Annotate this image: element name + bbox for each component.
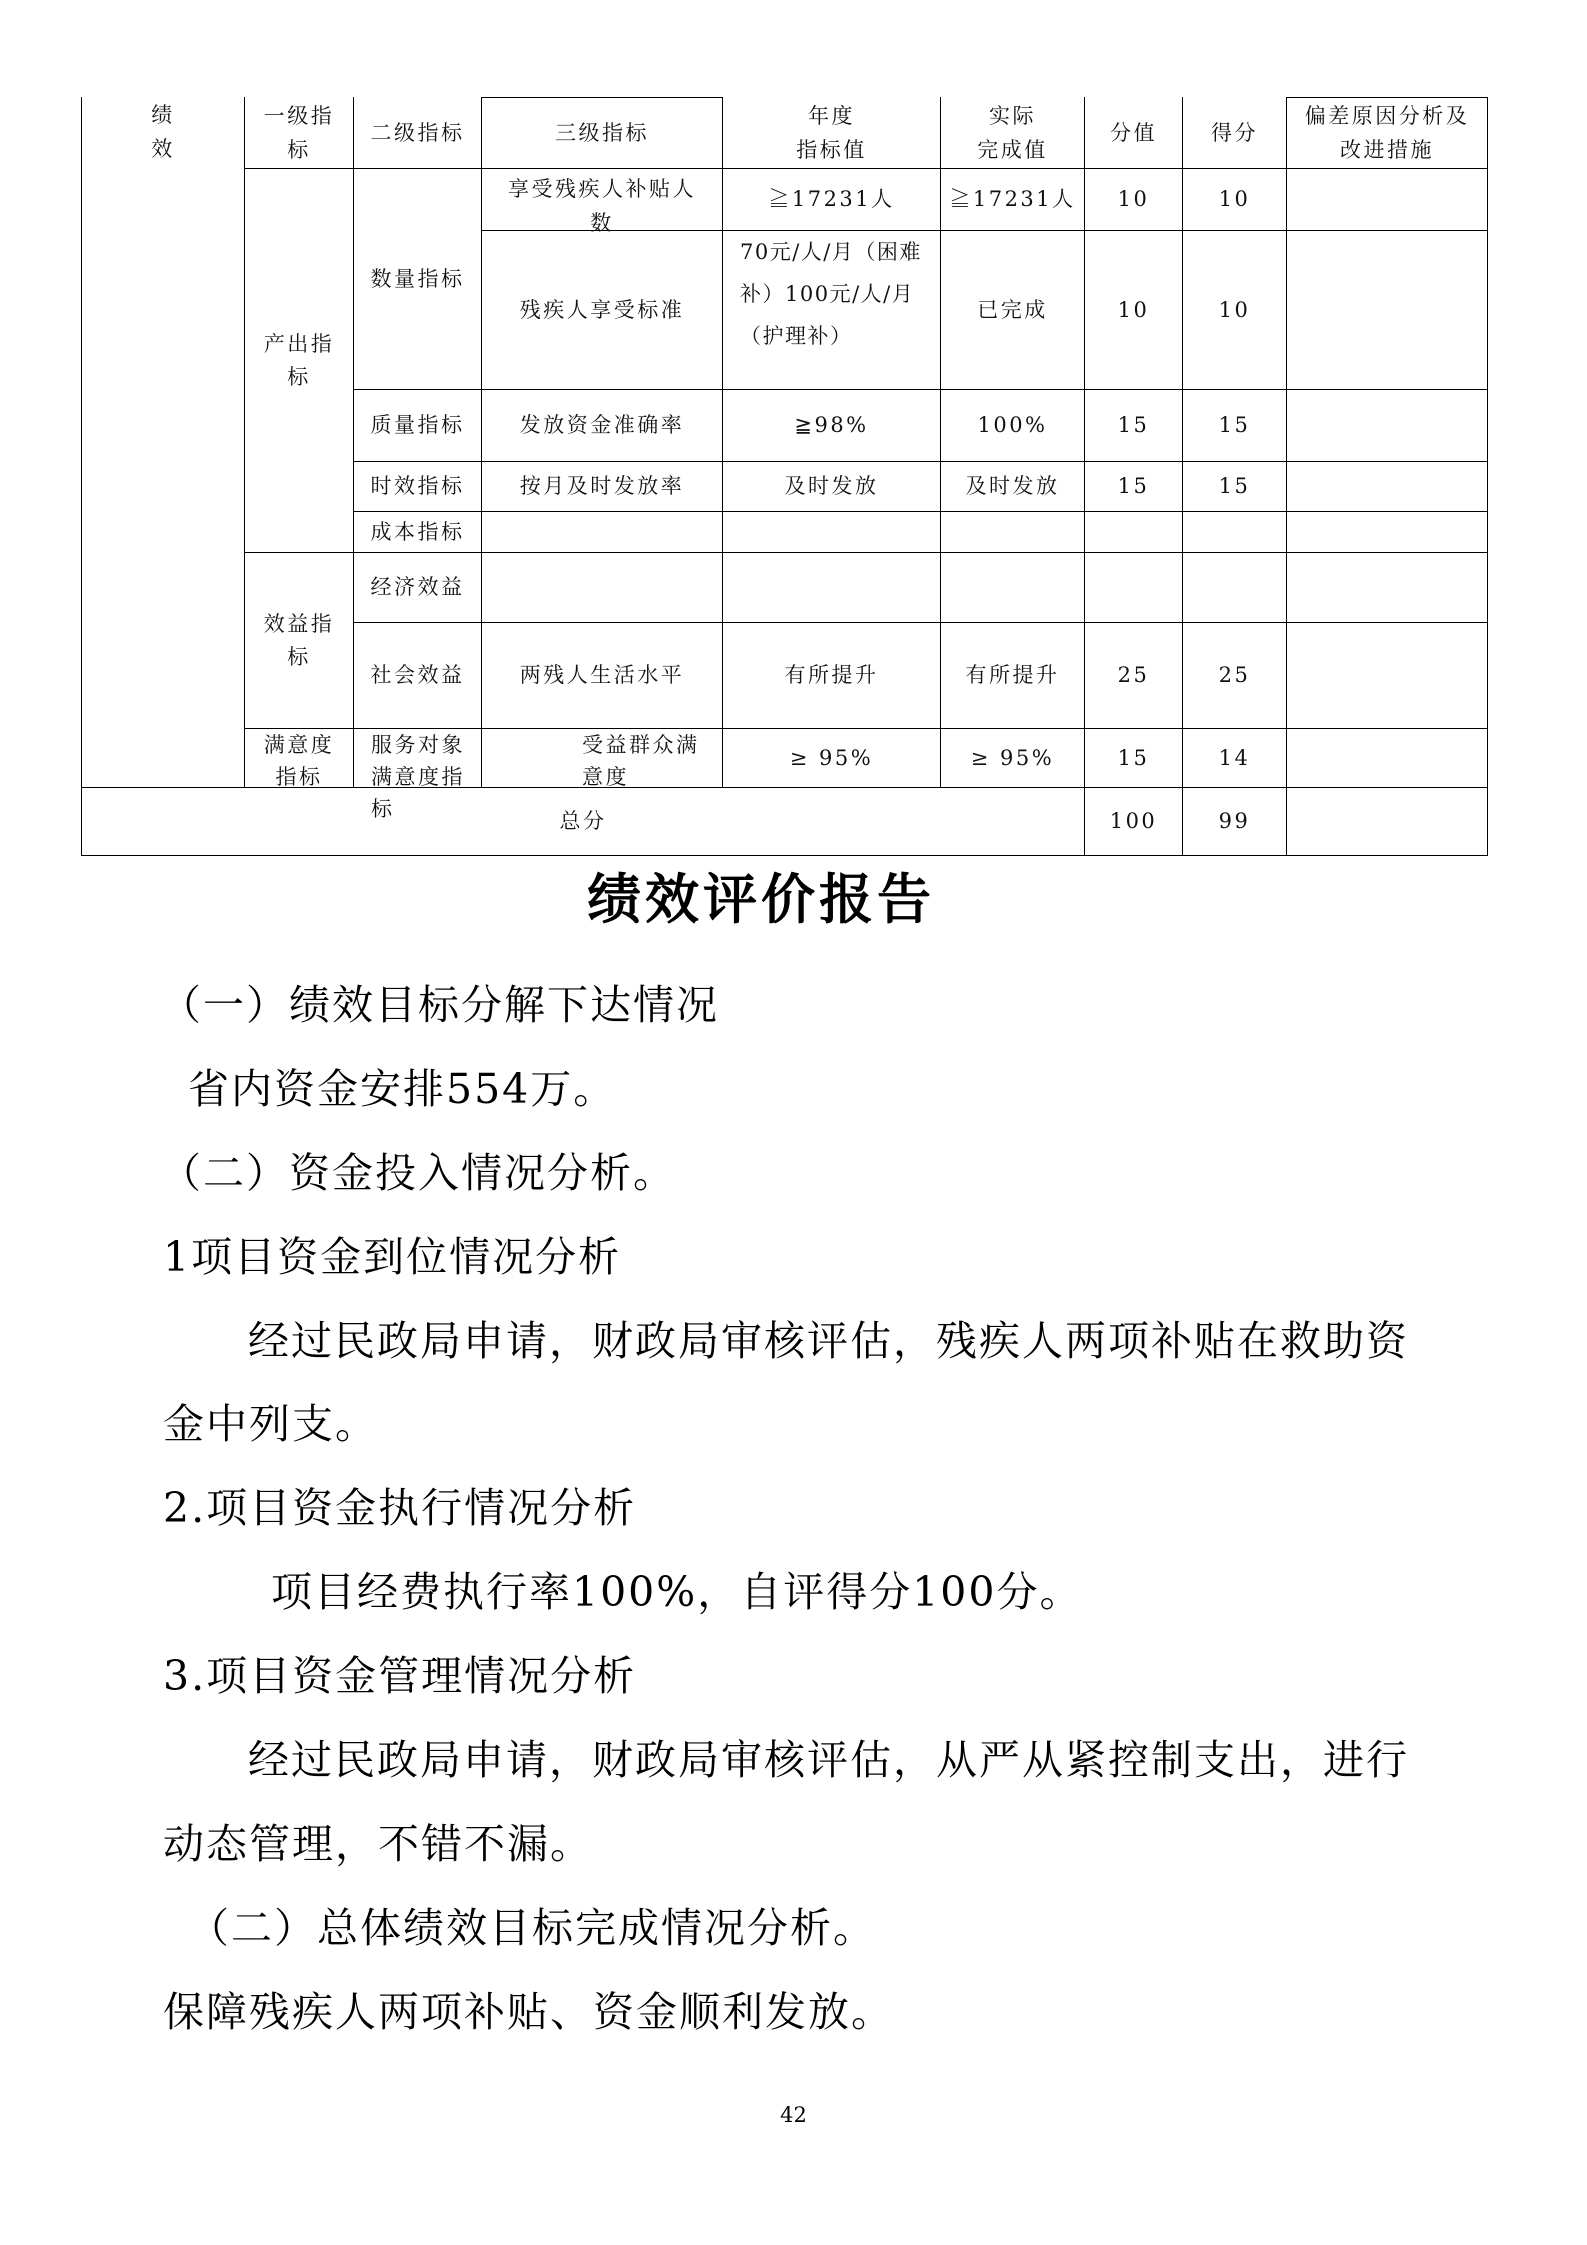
- row-score: 25: [1183, 623, 1287, 729]
- row-weight: 15: [1085, 729, 1183, 788]
- row-indicator: 两残人生活水平: [482, 623, 723, 729]
- header-score-cell: [1183, 97, 1287, 169]
- empty-cell: [1085, 512, 1183, 553]
- row-target: 70元/人/月（困难 补）100元/人/月 （护理补）: [723, 231, 941, 390]
- paragraph-line: 金中列支。: [163, 1400, 378, 1449]
- group-benefit-cell: [245, 553, 354, 729]
- empty-cell: [1183, 553, 1287, 623]
- row-indicator-cell: [482, 169, 723, 235]
- row-score: 10: [1183, 231, 1287, 390]
- header-actual-cell: [941, 97, 1085, 169]
- row-actual: 及时发放: [941, 462, 1085, 512]
- header-level1-cell: [245, 97, 354, 169]
- empty-cell: [482, 553, 723, 623]
- row-note: [1287, 729, 1488, 788]
- empty-cell: [1085, 553, 1183, 623]
- row-indicator-cell: [482, 729, 723, 788]
- empty-cell: [1183, 512, 1287, 553]
- header-score: 得分: [1211, 120, 1258, 145]
- row-indicator: 受益群众满意度: [582, 733, 700, 789]
- row-target: ≥ 95%: [723, 729, 941, 788]
- row-target: 及时发放: [723, 462, 941, 512]
- group-cost: 成本指标: [354, 512, 482, 553]
- paragraph: 保障残疾人两项补贴、资金顺利发放。: [163, 1987, 894, 2036]
- side-label: 绩效: [151, 103, 175, 161]
- row-score: 14: [1183, 729, 1287, 788]
- group-service-satisfaction: 服务对象满意度指标: [371, 733, 465, 821]
- row-score: 15: [1183, 390, 1287, 462]
- row-target: ≧17231人: [723, 169, 941, 231]
- row-note: [1287, 231, 1488, 390]
- row-target: 有所提升: [723, 623, 941, 729]
- header-weight-cell: [1085, 97, 1183, 169]
- row-note: [1287, 390, 1488, 462]
- row-actual: 已完成: [941, 231, 1085, 390]
- group-social: 社会效益: [354, 623, 482, 729]
- header-level3-cell: [482, 97, 723, 169]
- row-indicator: 享受残疾人补贴人数: [508, 177, 696, 235]
- section-heading: （二）总体绩效目标完成情况分析。: [188, 1903, 876, 1952]
- report-title: 绩效评价报告: [587, 867, 935, 931]
- group-quantity-cell: [354, 169, 482, 390]
- row-actual: ≥ 95%: [941, 729, 1085, 788]
- row-note: [1287, 169, 1488, 231]
- group-output: 产出指标: [263, 331, 335, 389]
- row-score: 10: [1183, 169, 1287, 231]
- header-level3: 三级指标: [555, 121, 649, 145]
- subsection-heading: 2.项目资金执行情况分析: [163, 1484, 637, 1533]
- header-actual: 实际 完成值: [977, 103, 1048, 162]
- performance-table: [81, 97, 1488, 856]
- group-service-satisfaction-cell: [354, 729, 482, 821]
- empty-cell: [941, 512, 1085, 553]
- total-label: 总分: [82, 788, 1085, 856]
- page-number: 42: [780, 2103, 807, 2127]
- row-indicator: 按月及时发放率: [482, 462, 723, 512]
- empty-cell: [723, 553, 941, 623]
- paragraph-line: 动态管理，不错不漏。: [163, 1819, 593, 1868]
- row-weight: 25: [1085, 623, 1183, 729]
- empty-cell: [482, 512, 723, 553]
- total-note: [1287, 788, 1488, 856]
- row-target: ≧98%: [723, 390, 941, 462]
- empty-cell: [723, 512, 941, 553]
- row-score: 15: [1183, 462, 1287, 512]
- total-weight: 100: [1085, 788, 1183, 856]
- header-level2-cell: [354, 97, 482, 169]
- row-note: [1287, 623, 1488, 729]
- empty-cell: [1287, 553, 1488, 623]
- header-deviation-cell: [1287, 97, 1488, 169]
- group-satisfaction: 满意度指标: [263, 733, 335, 789]
- paragraph: 省内资金安排554万。: [188, 1064, 617, 1113]
- group-output-cell: [245, 169, 354, 553]
- subsection-heading: 1项目资金到位情况分析: [163, 1232, 622, 1281]
- side-label-cell: [82, 97, 245, 788]
- group-timeliness: 时效指标: [354, 462, 482, 512]
- row-note: [1287, 462, 1488, 512]
- row-weight: 10: [1085, 231, 1183, 390]
- group-quality: 质量指标: [354, 390, 482, 462]
- total-score: 99: [1183, 788, 1287, 856]
- header-level2: 二级指标: [370, 120, 465, 145]
- header-annual-target: 年度 指标值: [796, 103, 867, 162]
- section-heading: （二）资金投入情况分析。: [160, 1148, 676, 1197]
- subsection-heading: 3.项目资金管理情况分析: [163, 1652, 637, 1701]
- paragraph: 项目经费执行率100%，自评得分100分。: [271, 1568, 1083, 1617]
- header-deviation: 偏差原因分析及改进措施: [1304, 104, 1470, 162]
- group-benefit: 效益指标: [263, 611, 335, 669]
- empty-cell: [1287, 512, 1488, 553]
- header-weight: 分值: [1110, 120, 1157, 145]
- section-heading: （一）绩效目标分解下达情况: [160, 981, 719, 1029]
- empty-cell: [941, 553, 1085, 623]
- group-economic: 经济效益: [354, 553, 482, 623]
- header-level1: 一级指标: [263, 103, 335, 162]
- paragraph-line: 经过民政局申请，财政局审核评估，残疾人两项补贴在救助资: [248, 1316, 1409, 1365]
- row-indicator: 发放资金准确率: [482, 390, 723, 462]
- row-weight: 10: [1085, 169, 1183, 231]
- row-indicator: 残疾人享受标准: [482, 231, 723, 390]
- report-body: [0, 964, 1587, 2055]
- row-actual: 有所提升: [941, 623, 1085, 729]
- row-weight: 15: [1085, 390, 1183, 462]
- group-quantity: 数量指标: [370, 266, 465, 291]
- row-actual: 100%: [941, 390, 1085, 462]
- group-satisfaction-cell: [245, 729, 354, 788]
- header-annual-target-cell: [723, 97, 941, 169]
- paragraph-line: 经过民政局申请，财政局审核评估，从严从紧控制支出，进行: [248, 1736, 1409, 1785]
- row-actual: ≧17231人: [941, 169, 1085, 231]
- row-weight: 15: [1085, 462, 1183, 512]
